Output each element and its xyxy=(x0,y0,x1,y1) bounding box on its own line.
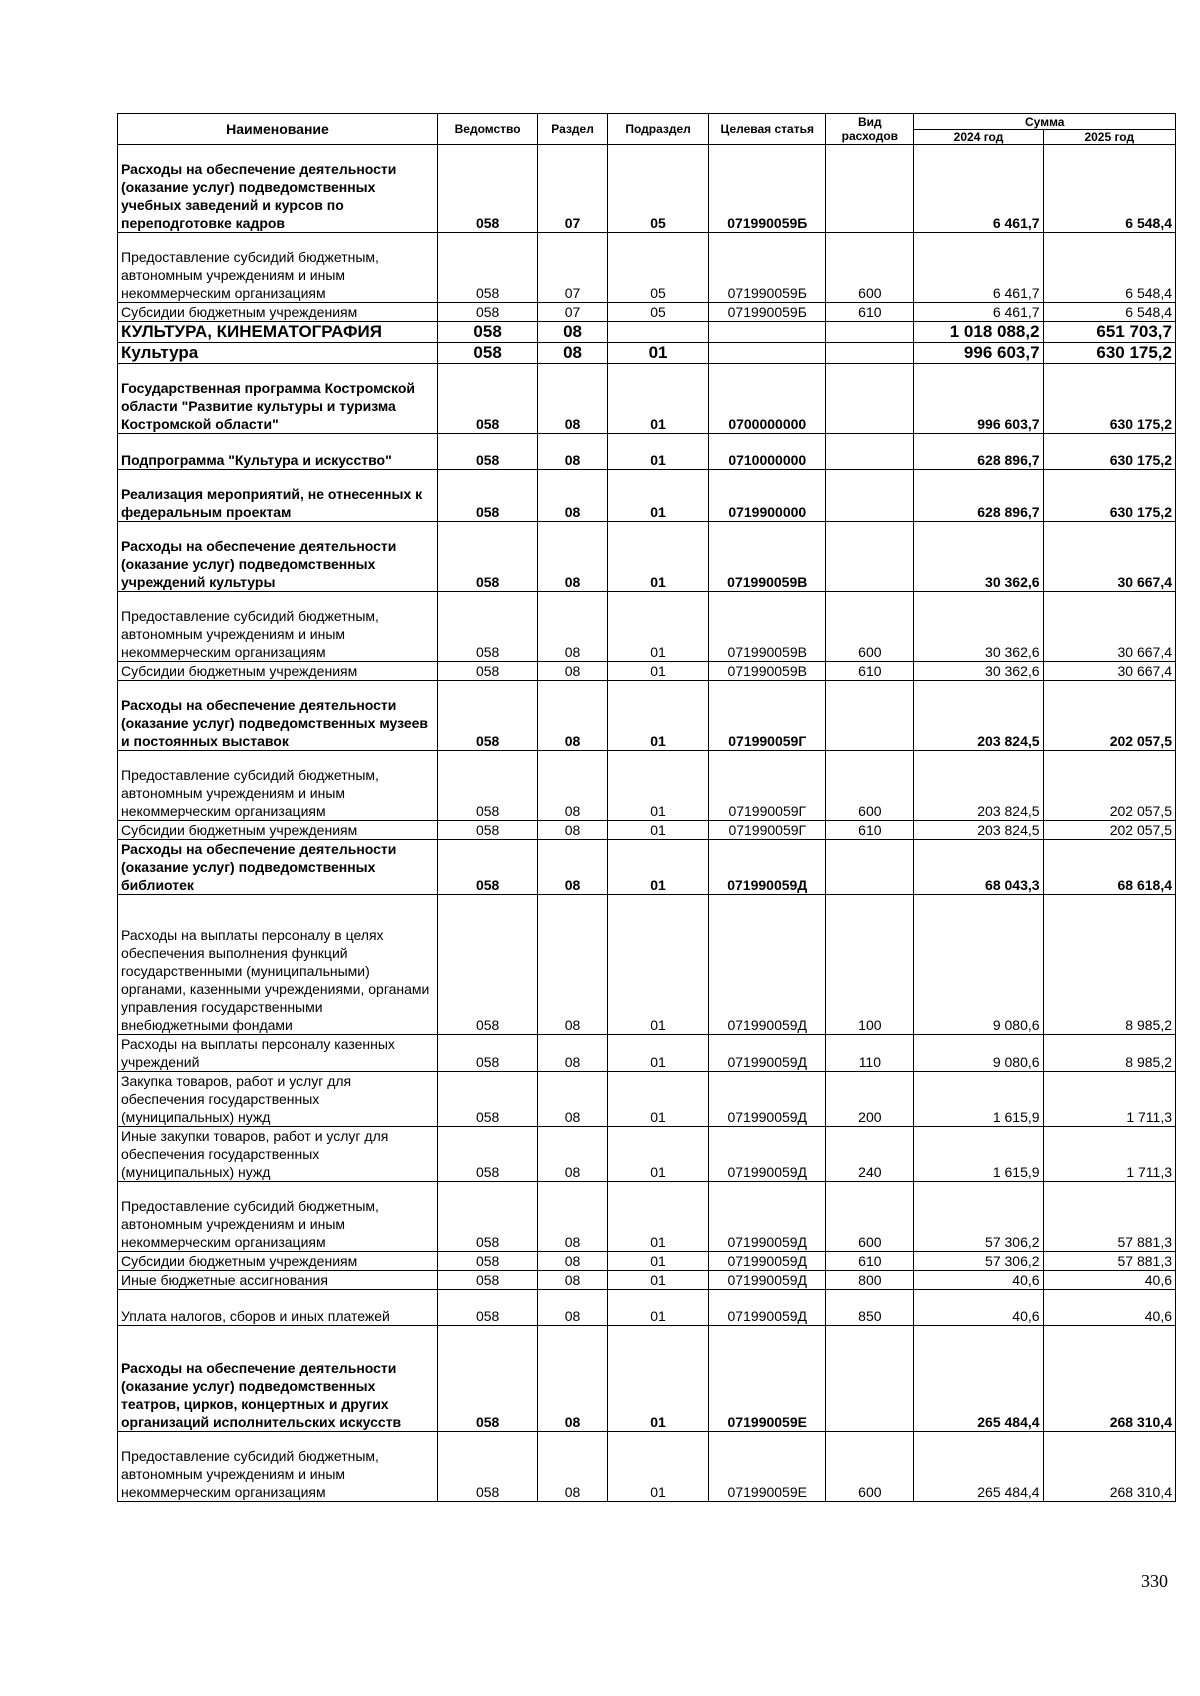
row-target-item: 071990059Д xyxy=(709,895,826,1035)
row-subsection: 01 xyxy=(607,364,708,434)
row-target-item: 071990059Г xyxy=(709,751,826,821)
row-department: 058 xyxy=(437,895,537,1035)
table-row xyxy=(118,322,1176,343)
row-sum-2025: 630 175,2 xyxy=(1043,364,1175,434)
table-header xyxy=(118,114,1176,145)
table-row xyxy=(118,592,1176,662)
row-sum-2024: 57 306,2 xyxy=(914,1182,1043,1252)
row-subsection: 05 xyxy=(607,233,708,303)
row-department: 058 xyxy=(437,662,537,681)
row-section: 08 xyxy=(538,895,608,1035)
row-target-item: 071990059Б xyxy=(709,145,826,233)
row-department: 058 xyxy=(437,1252,537,1271)
row-sum-2025: 40,6 xyxy=(1043,1271,1175,1290)
row-sum-2024: 30 362,6 xyxy=(914,662,1043,681)
row-name: Предоставление субсидий бюджетным, автономным учреждениям и иным некоммерческим организациям xyxy=(118,233,438,303)
table-row xyxy=(118,434,1176,470)
row-sum-2024: 265 484,4 xyxy=(914,1326,1043,1432)
row-subsection: 01 xyxy=(607,1290,708,1326)
row-name: Расходы на выплаты персоналу в целях обеспечения выполнения функций государственными (муниципальными) органами, казенными учреждениями, органами управления государственными внебюджетными фондами xyxy=(118,895,438,1035)
row-sum-2024: 40,6 xyxy=(914,1290,1043,1326)
row-name: Подпрограмма "Культура и искусство" xyxy=(118,434,438,470)
table-row xyxy=(118,1127,1176,1182)
row-subsection: 01 xyxy=(607,895,708,1035)
row-name: Расходы на выплаты персоналу казенных учреждений xyxy=(118,1035,438,1072)
row-subsection: 01 xyxy=(607,1182,708,1252)
row-sum-2024: 1 615,9 xyxy=(914,1127,1043,1182)
row-target-item: 071990059Г xyxy=(709,821,826,840)
row-department: 058 xyxy=(437,233,537,303)
header-sum: Сумма xyxy=(914,114,1176,130)
row-sum-2025: 268 310,4 xyxy=(1043,1432,1175,1502)
row-sum-2024: 6 461,7 xyxy=(914,303,1043,322)
row-section: 08 xyxy=(538,364,608,434)
row-section: 08 xyxy=(538,434,608,470)
row-target-item: 071990059Д xyxy=(709,840,826,895)
row-name: Субсидии бюджетным учреждениям xyxy=(118,1252,438,1271)
row-section: 08 xyxy=(538,1035,608,1072)
row-expense-type: 610 xyxy=(826,662,914,681)
row-expense-type: 240 xyxy=(826,1127,914,1182)
row-target-item: 071990059Д xyxy=(709,1127,826,1182)
row-section: 07 xyxy=(538,233,608,303)
row-sum-2024: 628 896,7 xyxy=(914,470,1043,522)
row-sum-2025: 268 310,4 xyxy=(1043,1326,1175,1432)
row-sum-2024: 1 615,9 xyxy=(914,1072,1043,1127)
table-row xyxy=(118,821,1176,840)
row-sum-2024: 40,6 xyxy=(914,1271,1043,1290)
row-section: 08 xyxy=(538,821,608,840)
row-section: 08 xyxy=(538,1326,608,1432)
row-name: Расходы на обеспечение деятельности (оказание услуг) подведомственных театров, цирков, концертных и других организаций исполнительских искусств xyxy=(118,1326,438,1432)
row-sum-2025: 202 057,5 xyxy=(1043,751,1175,821)
row-subsection: 05 xyxy=(607,303,708,322)
row-section: 08 xyxy=(538,322,608,343)
row-section: 08 xyxy=(538,1127,608,1182)
row-subsection: 01 xyxy=(607,522,708,592)
row-sum-2025: 8 985,2 xyxy=(1043,895,1175,1035)
row-expense-type: 600 xyxy=(826,751,914,821)
row-name: Иные бюджетные ассигнования xyxy=(118,1271,438,1290)
row-sum-2024: 68 043,3 xyxy=(914,840,1043,895)
row-sum-2025: 630 175,2 xyxy=(1043,434,1175,470)
row-sum-2024: 628 896,7 xyxy=(914,434,1043,470)
row-target-item: 071990059Д xyxy=(709,1182,826,1252)
row-section: 08 xyxy=(538,1432,608,1502)
row-department: 058 xyxy=(437,145,537,233)
row-expense-type: 200 xyxy=(826,1072,914,1127)
row-department: 058 xyxy=(437,1127,537,1182)
row-section: 08 xyxy=(538,751,608,821)
row-department: 058 xyxy=(437,522,537,592)
row-name: Культура xyxy=(118,343,438,364)
row-sum-2025: 57 881,3 xyxy=(1043,1182,1175,1252)
table-row xyxy=(118,343,1176,364)
row-target-item: 071990059В xyxy=(709,522,826,592)
row-sum-2025: 630 175,2 xyxy=(1043,470,1175,522)
budget-table xyxy=(117,113,1176,1502)
row-subsection: 01 xyxy=(607,343,708,364)
row-department: 058 xyxy=(437,1290,537,1326)
row-sum-2025: 8 985,2 xyxy=(1043,1035,1175,1072)
row-target-item: 0700000000 xyxy=(709,364,826,434)
header-department: Ведомство xyxy=(437,114,537,145)
table-row xyxy=(118,364,1176,434)
header-section: Раздел xyxy=(538,114,608,145)
row-expense-type: 600 xyxy=(826,1182,914,1252)
table-row xyxy=(118,751,1176,821)
table-row xyxy=(118,1035,1176,1072)
table-row xyxy=(118,522,1176,592)
row-sum-2025: 30 667,4 xyxy=(1043,522,1175,592)
row-subsection: 01 xyxy=(607,1035,708,1072)
row-expense-type: 600 xyxy=(826,592,914,662)
row-department: 058 xyxy=(437,1326,537,1432)
row-subsection: 01 xyxy=(607,751,708,821)
row-target-item: 0719900000 xyxy=(709,470,826,522)
row-sum-2024: 265 484,4 xyxy=(914,1432,1043,1502)
table-body xyxy=(118,145,1176,1502)
row-department: 058 xyxy=(437,1432,537,1502)
row-sum-2024: 9 080,6 xyxy=(914,895,1043,1035)
row-subsection: 01 xyxy=(607,1326,708,1432)
row-department: 058 xyxy=(437,840,537,895)
row-subsection: 01 xyxy=(607,1252,708,1271)
row-expense-type: 110 xyxy=(826,1035,914,1072)
row-sum-2024: 203 824,5 xyxy=(914,821,1043,840)
header-name: Наименование xyxy=(118,114,438,145)
row-name: Государственная программа Костромской области "Развитие культуры и туризма Костромской области" xyxy=(118,364,438,434)
page-number: 330 xyxy=(1141,1571,1168,1591)
row-department: 058 xyxy=(437,303,537,322)
row-name: Закупка товаров, работ и услуг для обеспечения государственных (муниципальных) нужд xyxy=(118,1072,438,1127)
row-sum-2024: 30 362,6 xyxy=(914,522,1043,592)
row-department: 058 xyxy=(437,434,537,470)
row-expense-type: 610 xyxy=(826,1252,914,1271)
row-subsection: 05 xyxy=(607,145,708,233)
row-sum-2024: 203 824,5 xyxy=(914,751,1043,821)
header-target-item: Целевая статья xyxy=(709,114,826,145)
row-expense-type xyxy=(826,343,914,364)
row-subsection: 01 xyxy=(607,821,708,840)
row-name: Расходы на обеспечение деятельности (оказание услуг) подведомственных учебных заведений и курсов по переподготовке кадров xyxy=(118,145,438,233)
row-department: 058 xyxy=(437,1072,537,1127)
row-subsection: 01 xyxy=(607,434,708,470)
row-target-item: 071990059Б xyxy=(709,233,826,303)
row-expense-type: 610 xyxy=(826,821,914,840)
row-sum-2025: 202 057,5 xyxy=(1043,681,1175,751)
row-name: Расходы на обеспечение деятельности (оказание услуг) подведомственных учреждений культуры xyxy=(118,522,438,592)
row-name: Предоставление субсидий бюджетным, автономным учреждениям и иным некоммерческим организациям xyxy=(118,751,438,821)
row-subsection: 01 xyxy=(607,662,708,681)
row-subsection: 01 xyxy=(607,1271,708,1290)
row-expense-type xyxy=(826,522,914,592)
row-target-item: 071990059В xyxy=(709,662,826,681)
row-section: 08 xyxy=(538,1252,608,1271)
row-sum-2025: 1 711,3 xyxy=(1043,1072,1175,1127)
row-name: Уплата налогов, сборов и иных платежей xyxy=(118,1290,438,1326)
row-section: 08 xyxy=(538,1182,608,1252)
row-sum-2025: 6 548,4 xyxy=(1043,303,1175,322)
row-target-item: 071990059Б xyxy=(709,303,826,322)
row-name: Предоставление субсидий бюджетным, автономным учреждениям и иным некоммерческим организациям xyxy=(118,1432,438,1502)
row-target-item: 071990059Е xyxy=(709,1326,826,1432)
table-row xyxy=(118,1072,1176,1127)
row-expense-type: 850 xyxy=(826,1290,914,1326)
header-year-2024: 2024 год xyxy=(914,130,1043,145)
header-expense-type: Вид расходов xyxy=(826,114,914,145)
row-department: 058 xyxy=(437,681,537,751)
row-target-item: 071990059Д xyxy=(709,1072,826,1127)
row-subsection: 01 xyxy=(607,470,708,522)
row-section: 08 xyxy=(538,681,608,751)
row-sum-2024: 6 461,7 xyxy=(914,233,1043,303)
row-subsection xyxy=(607,322,708,343)
row-section: 08 xyxy=(538,522,608,592)
row-expense-type xyxy=(826,470,914,522)
row-name: Субсидии бюджетным учреждениям xyxy=(118,821,438,840)
row-name: Субсидии бюджетным учреждениям xyxy=(118,303,438,322)
table-row xyxy=(118,1290,1176,1326)
row-department: 058 xyxy=(437,751,537,821)
row-sum-2024: 203 824,5 xyxy=(914,681,1043,751)
row-target-item: 0710000000 xyxy=(709,434,826,470)
row-section: 08 xyxy=(538,1072,608,1127)
row-subsection: 01 xyxy=(607,840,708,895)
row-department: 058 xyxy=(437,1271,537,1290)
row-department: 058 xyxy=(437,592,537,662)
row-sum-2024: 6 461,7 xyxy=(914,145,1043,233)
row-expense-type: 610 xyxy=(826,303,914,322)
row-section: 07 xyxy=(538,303,608,322)
row-section: 08 xyxy=(538,840,608,895)
row-sum-2024: 996 603,7 xyxy=(914,364,1043,434)
row-target-item xyxy=(709,343,826,364)
row-name: КУЛЬТУРА, КИНЕМАТОГРАФИЯ xyxy=(118,322,438,343)
row-sum-2025: 651 703,7 xyxy=(1043,322,1175,343)
row-sum-2025: 40,6 xyxy=(1043,1290,1175,1326)
row-target-item: 071990059Г xyxy=(709,681,826,751)
row-section: 08 xyxy=(538,343,608,364)
table-row xyxy=(118,145,1176,233)
row-subsection: 01 xyxy=(607,681,708,751)
row-expense-type xyxy=(826,145,914,233)
table-row xyxy=(118,895,1176,1035)
row-department: 058 xyxy=(437,1035,537,1072)
row-sum-2025: 6 548,4 xyxy=(1043,145,1175,233)
row-section: 08 xyxy=(538,662,608,681)
row-target-item: 071990059В xyxy=(709,592,826,662)
row-sum-2025: 30 667,4 xyxy=(1043,662,1175,681)
row-sum-2025: 30 667,4 xyxy=(1043,592,1175,662)
row-expense-type: 600 xyxy=(826,1432,914,1502)
table-row xyxy=(118,1326,1176,1432)
row-expense-type xyxy=(826,322,914,343)
row-sum-2025: 68 618,4 xyxy=(1043,840,1175,895)
row-expense-type: 600 xyxy=(826,233,914,303)
row-expense-type xyxy=(826,364,914,434)
row-name: Субсидии бюджетным учреждениям xyxy=(118,662,438,681)
row-department: 058 xyxy=(437,470,537,522)
row-sum-2025: 630 175,2 xyxy=(1043,343,1175,364)
row-subsection: 01 xyxy=(607,1072,708,1127)
row-subsection: 01 xyxy=(607,1127,708,1182)
row-name: Расходы на обеспечение деятельности (оказание услуг) подведомственных библиотек xyxy=(118,840,438,895)
table-row xyxy=(118,470,1176,522)
row-sum-2024: 30 362,6 xyxy=(914,592,1043,662)
row-department: 058 xyxy=(437,364,537,434)
row-name: Расходы на обеспечение деятельности (оказание услуг) подведомственных музеев и постоянных выставок xyxy=(118,681,438,751)
row-target-item: 071990059Д xyxy=(709,1035,826,1072)
row-sum-2024: 57 306,2 xyxy=(914,1252,1043,1271)
row-expense-type xyxy=(826,1326,914,1432)
row-target-item: 071990059Д xyxy=(709,1252,826,1271)
row-sum-2025: 202 057,5 xyxy=(1043,821,1175,840)
row-section: 08 xyxy=(538,1290,608,1326)
header-subsection: Подраздел xyxy=(607,114,708,145)
row-name: Предоставление субсидий бюджетным, автономным учреждениям и иным некоммерческим организациям xyxy=(118,592,438,662)
row-target-item: 071990059Д xyxy=(709,1290,826,1326)
row-section: 08 xyxy=(538,592,608,662)
row-section: 07 xyxy=(538,145,608,233)
table-row xyxy=(118,1252,1176,1271)
table-row xyxy=(118,840,1176,895)
table-row xyxy=(118,1271,1176,1290)
row-sum-2025: 6 548,4 xyxy=(1043,233,1175,303)
budget-table-sheet xyxy=(117,113,1176,1502)
table-row xyxy=(118,233,1176,303)
row-department: 058 xyxy=(437,821,537,840)
table-row xyxy=(118,1182,1176,1252)
row-sum-2025: 1 711,3 xyxy=(1043,1127,1175,1182)
row-expense-type: 800 xyxy=(826,1271,914,1290)
row-sum-2024: 9 080,6 xyxy=(914,1035,1043,1072)
row-expense-type: 100 xyxy=(826,895,914,1035)
row-expense-type xyxy=(826,434,914,470)
table-row xyxy=(118,303,1176,322)
row-subsection: 01 xyxy=(607,592,708,662)
row-section: 08 xyxy=(538,1271,608,1290)
row-sum-2024: 1 018 088,2 xyxy=(914,322,1043,343)
row-name: Реализация мероприятий, не отнесенных к федеральным проектам xyxy=(118,470,438,522)
row-target-item: 071990059Д xyxy=(709,1271,826,1290)
row-section: 08 xyxy=(538,470,608,522)
row-expense-type xyxy=(826,681,914,751)
row-sum-2024: 996 603,7 xyxy=(914,343,1043,364)
row-sum-2025: 57 881,3 xyxy=(1043,1252,1175,1271)
row-subsection: 01 xyxy=(607,1432,708,1502)
row-target-item: 071990059Е xyxy=(709,1432,826,1502)
table-row xyxy=(118,681,1176,751)
row-department: 058 xyxy=(437,322,537,343)
row-target-item xyxy=(709,322,826,343)
row-name: Предоставление субсидий бюджетным, автономным учреждениям и иным некоммерческим организациям xyxy=(118,1182,438,1252)
header-year-2025: 2025 год xyxy=(1043,130,1175,145)
row-department: 058 xyxy=(437,1182,537,1252)
table-row xyxy=(118,662,1176,681)
row-expense-type xyxy=(826,840,914,895)
table-row xyxy=(118,1432,1176,1502)
row-department: 058 xyxy=(437,343,537,364)
row-name: Иные закупки товаров, работ и услуг для обеспечения государственных (муниципальных) нужд xyxy=(118,1127,438,1182)
